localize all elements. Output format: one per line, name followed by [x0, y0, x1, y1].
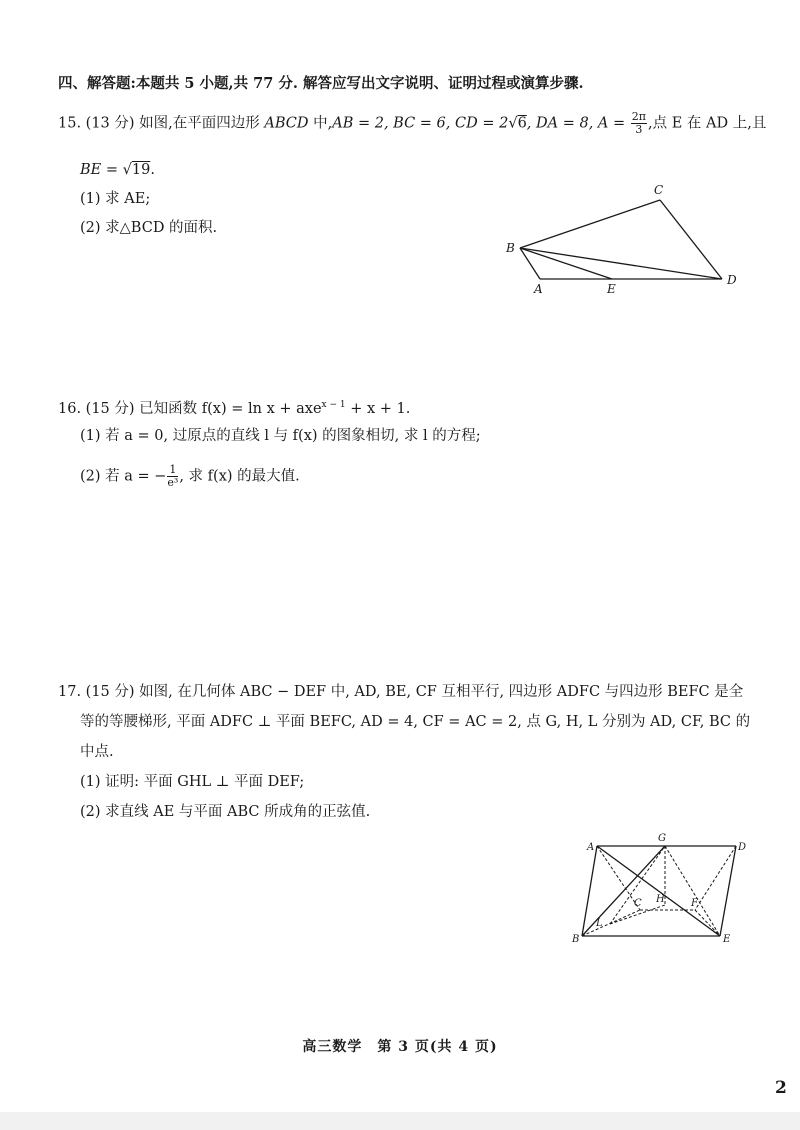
label-h: H	[656, 894, 665, 905]
label-d: D	[727, 273, 737, 287]
section-heading: 四、解答题:本题共 5 小题,共 77 分. 解答应写出文字说明、证明过程或演算步骤.	[58, 75, 584, 92]
edge-de	[720, 846, 736, 936]
q15-stem: 15. (13 分) 如图,在平面四边形 ABCD 中,AB = 2, BC = 6, CD = 2√6, DA = 8, A = $\frac{2\pi}{3}$ ,点 E 在 AD 上,且	[58, 110, 767, 136]
q17-part1: (1) 证明: 平面 GHL ⊥ 平面 DEF;	[80, 774, 305, 790]
q16-part1: (1) 若 a = 0, 过原点的直线 l 与 f(x) 的图象相切, 求 l 的方程;	[80, 428, 481, 444]
q15-part1: (1) 求 AE;	[80, 191, 151, 207]
label-f: F	[691, 898, 698, 909]
q17-figure	[570, 830, 760, 950]
label-d: D	[738, 842, 747, 853]
q16-fraction: $\frac{1}{\text{e³}}$	[167, 463, 179, 489]
label-b: B	[572, 934, 580, 945]
segment-ab	[520, 248, 540, 279]
label-g: G	[658, 833, 666, 844]
label-b: B	[506, 241, 515, 255]
q15-be-condition: BE = √19.	[80, 162, 155, 178]
q15-angle-fraction: $\frac{2\pi}{3}$	[631, 110, 646, 136]
q17-stem-line1: 17. (15 分) 如图, 在几何体 ABC − DEF 中, AD, BE, CF 互相平行, 四边形 ADFC 与四边形 BEFC 是全	[58, 684, 744, 700]
label-c: C	[634, 898, 642, 909]
label-a: A	[587, 842, 595, 853]
q17-stem-line3: 中点.	[80, 744, 114, 760]
segment-cd	[660, 200, 722, 279]
segment-bc	[520, 200, 660, 248]
label-l: L	[596, 918, 603, 929]
q17-part2: (2) 求直线 AE 与平面 ABC 所成角的正弦值.	[80, 804, 371, 820]
segment-lg	[610, 846, 665, 924]
scan-bottom-edge	[0, 1112, 800, 1130]
q15-figure	[500, 180, 750, 300]
segment-be	[520, 248, 612, 279]
page-number: 2	[775, 1078, 787, 1098]
label-e: E	[607, 282, 616, 296]
page-footer: 高三数学 第 3 页(共 4 页)	[302, 1039, 498, 1055]
label-e: E	[723, 934, 731, 945]
segment-bd	[520, 248, 722, 279]
segment-fe	[695, 910, 720, 936]
q15-part2: (2) 求△BCD 的面积.	[80, 220, 218, 236]
q17-stem-line2: 等的等腰梯形, 平面 ADFC ⊥ 平面 BEFC, AD = 4, CF = AC = 2, 点 G, H, L 分别为 AD, CF, BC 的	[80, 714, 751, 730]
label-a: A	[534, 282, 543, 296]
q16-part2: (2) 若 a = − $\frac{1}{\text{e³}}$ , 求 f(x) 的最大值.	[80, 463, 300, 489]
q16-stem: 16. (15 分) 已知函数 f(x) = ln x + axe$^{x - 1}$ + x + 1.	[58, 400, 411, 417]
label-c: C	[654, 183, 664, 197]
segment-ge	[665, 846, 720, 936]
